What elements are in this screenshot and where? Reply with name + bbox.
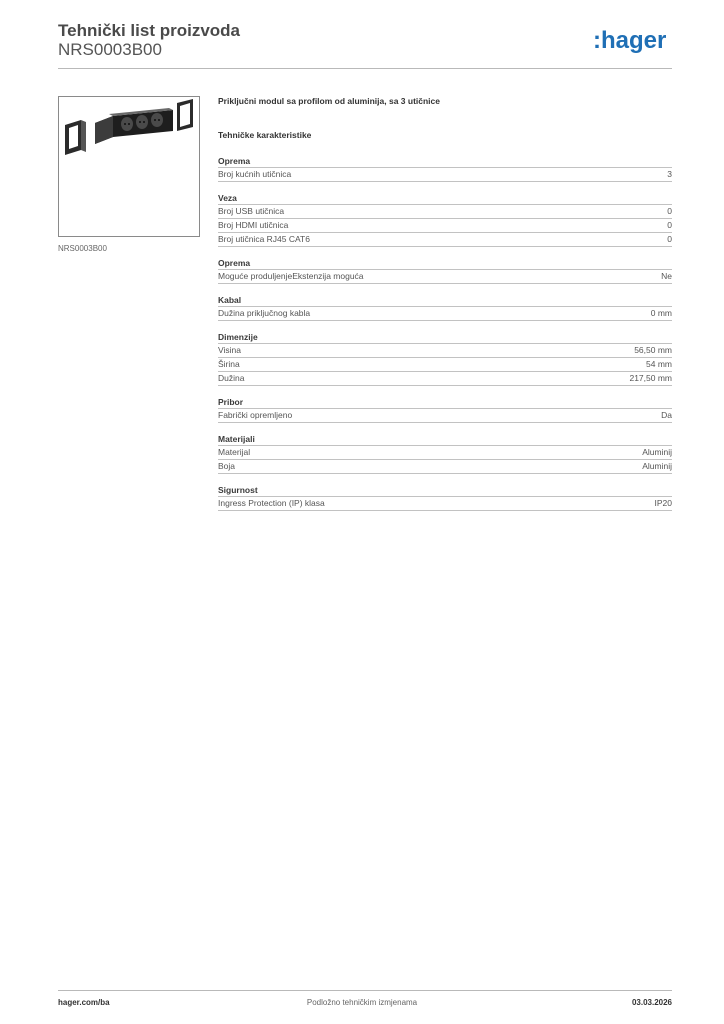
section-sigurnost bbox=[218, 484, 672, 511]
product-description: Priključni modul sa profilom od aluminija, sa 3 utičnice bbox=[218, 96, 440, 106]
header-divider bbox=[58, 68, 672, 69]
hager-logo[interactable] bbox=[593, 24, 673, 58]
spec-value: 0 mm bbox=[650, 308, 672, 318]
tech-characteristics-heading: Tehničke karakteristike bbox=[218, 130, 312, 140]
section-title: Pribor bbox=[218, 396, 672, 409]
section-title: Materijali bbox=[218, 433, 672, 446]
module-body bbox=[95, 108, 173, 144]
spec-value: 3 bbox=[667, 169, 672, 179]
footer-notice: Podložno tehničkim izmjenama bbox=[306, 998, 418, 1007]
right-end-cap bbox=[177, 99, 193, 131]
spec-label: Fabrički opremljeno bbox=[218, 410, 293, 420]
spec-row bbox=[218, 372, 672, 386]
section-title: Kabal bbox=[218, 294, 672, 307]
spec-value: Ne bbox=[661, 271, 672, 281]
spec-value: 217,50 mm bbox=[629, 373, 672, 383]
section-title: Oprema bbox=[218, 257, 672, 270]
spec-label: Širina bbox=[218, 359, 240, 369]
spec-label: Ingress Protection (IP) klasa bbox=[218, 498, 325, 508]
product-code: NRS0003B00 bbox=[58, 40, 162, 59]
section-oprema-2 bbox=[218, 257, 672, 284]
section-title: Dimenzije bbox=[218, 331, 672, 344]
section-veza bbox=[218, 192, 672, 247]
spec-row bbox=[218, 497, 672, 511]
left-end-cap bbox=[65, 120, 86, 155]
spec-row bbox=[218, 219, 672, 233]
spec-label: Broj USB utičnica bbox=[218, 206, 285, 216]
spec-label: Broj utičnica RJ45 CAT6 bbox=[218, 234, 310, 244]
section-title: Veza bbox=[218, 192, 672, 205]
spec-value: 0 bbox=[667, 220, 672, 230]
section-title: Sigurnost bbox=[218, 484, 672, 497]
spec-label: Materijal bbox=[218, 447, 251, 457]
spec-sections bbox=[218, 155, 672, 521]
section-materijali bbox=[218, 433, 672, 474]
product-caption: NRS0003B00 bbox=[58, 244, 107, 253]
spec-row bbox=[218, 344, 672, 358]
spec-label: Boja bbox=[218, 461, 236, 471]
spec-value: 56,50 mm bbox=[634, 345, 672, 355]
page-title: Tehnički list proizvoda bbox=[58, 21, 240, 40]
spec-value: 0 bbox=[667, 206, 672, 216]
spec-row bbox=[218, 307, 672, 321]
product-image bbox=[58, 96, 200, 237]
spec-row bbox=[218, 205, 672, 219]
spec-label: Dužina priključnog kabla bbox=[218, 308, 311, 318]
footer-divider bbox=[58, 990, 672, 991]
section-oprema-1 bbox=[218, 155, 672, 182]
logo-text: :hager bbox=[593, 27, 667, 54]
spec-row bbox=[218, 168, 672, 182]
spec-row bbox=[218, 409, 672, 423]
spec-row bbox=[218, 233, 672, 247]
section-dimenzije bbox=[218, 331, 672, 386]
spec-value: IP20 bbox=[654, 498, 672, 508]
spec-value: Aluminij bbox=[642, 461, 672, 471]
spec-value: 54 mm bbox=[646, 359, 672, 369]
spec-label: Moguće produljenjeEkstenzija moguća bbox=[218, 271, 364, 281]
spec-value: Da bbox=[661, 410, 672, 420]
footer-date: 03.03.2026 bbox=[631, 998, 672, 1007]
socket-module-image bbox=[59, 97, 199, 236]
section-title: Oprema bbox=[218, 155, 672, 168]
section-kabal bbox=[218, 294, 672, 321]
spec-label: Dužina bbox=[218, 373, 245, 383]
spec-row bbox=[218, 358, 672, 372]
spec-label: Broj kućnih utičnica bbox=[218, 169, 292, 179]
footer-website-link[interactable]: hager.com/ba bbox=[58, 998, 110, 1007]
spec-row bbox=[218, 446, 672, 460]
spec-row bbox=[218, 270, 672, 284]
spec-value: Aluminij bbox=[642, 447, 672, 457]
spec-label: Visina bbox=[218, 345, 241, 355]
spec-value: 0 bbox=[667, 234, 672, 244]
spec-label: Broj HDMI utičnica bbox=[218, 220, 289, 230]
spec-row bbox=[218, 460, 672, 474]
section-pribor bbox=[218, 396, 672, 423]
